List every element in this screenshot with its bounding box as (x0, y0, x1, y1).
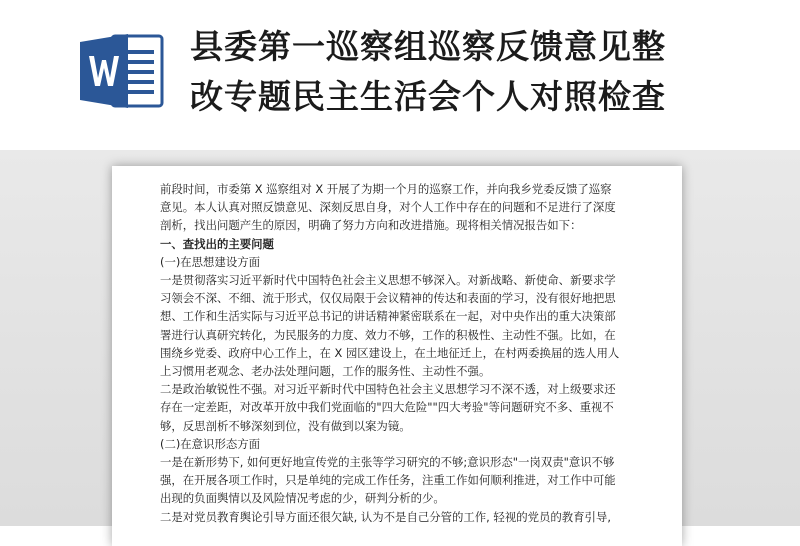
paragraph-line: 上习惯用老观念、老办法处理问题，工作的服务性、主动性不强。 (160, 364, 491, 379)
document-page (112, 166, 682, 546)
page-title (190, 22, 790, 122)
title-line-1: 县委第一巡察组巡察反馈意见整 (190, 27, 666, 66)
paragraph-line: 够，反思剖析不够深刻到位，没有做到以案为镜。 (160, 418, 411, 433)
section-heading: 一、查找出的主要问题 (160, 236, 274, 251)
subsection-heading: (二)在意识形态方面 (160, 436, 261, 451)
paragraph-line: 署进行认真研究转化，为民服务的力度、效力不够，工作的积极性、主动性不强。比如，在 (160, 327, 616, 342)
paragraph-line: 一是在新形势下, 如何更好地宣传党的主张等学习研究的不够;意识形态"一岗双责"意识不够 (160, 455, 615, 470)
paragraph-line: 围绕乡党委、政府中心工作上，在 X 园区建设上，在土地征迁上，在村两委换届的选人用人 (160, 345, 620, 360)
paragraph-line: 剖析，找出问题产生的原因，明确了努力方向和改进措施。现将相关情况报告如下： (160, 218, 582, 233)
paragraph-line: 前段时间，市委第 X 巡察组对 X 开展了为期一个月的巡察工作，并向我乡党委反馈了巡察 (160, 182, 612, 196)
paragraph-line: 习领会不深、不细、流于形式，仅仅局限于会议精神的传达和表面的学习，没有很好地把思 (160, 291, 616, 306)
paragraph-line: 二是政治敏锐性不强。对习近平新时代中国特色社会主义思想学习不深不透，对上级要求还 (160, 382, 616, 397)
header (0, 0, 800, 150)
paragraph-line: 强，在开展各项工作时，只是单纯的完成工作任务，注重工作如何顺利推进，对工作中可能 (160, 473, 616, 488)
paragraph-line: 一是贯彻落实习近平新时代中国特色社会主义思想不够深入。对新战略、新使命、新要求学 (160, 273, 616, 288)
paragraph-line: 意见。本人认真对照反馈意见、深刻反思自身，对个人工作中存在的问题和不足进行了深度 (160, 200, 616, 215)
paragraph-line: 二是对党员教育舆论引导方面还很欠缺, 认为不是自己分管的工作, 轻视的党员的教育引导, (160, 509, 611, 524)
title-line-2: 改专题民主生活会个人对照检查 (190, 77, 666, 116)
paragraph-line: 想、工作和生活实际与习近平总书记的讲话精神紧密联系在一起，对中央作出的重大决策部 (160, 309, 616, 324)
paragraph-line: 存在一定差距，对改革开放中我们党面临的"四大危险""四大考验"等问题研究不多、重视不 (160, 400, 614, 415)
document-content (160, 180, 640, 526)
paragraph-line: 出现的负面舆情以及风险情况考虑的少，研判分析的少。 (160, 491, 445, 506)
subsection-heading: (一)在思想建设方面 (160, 254, 261, 269)
word-icon (78, 30, 164, 112)
